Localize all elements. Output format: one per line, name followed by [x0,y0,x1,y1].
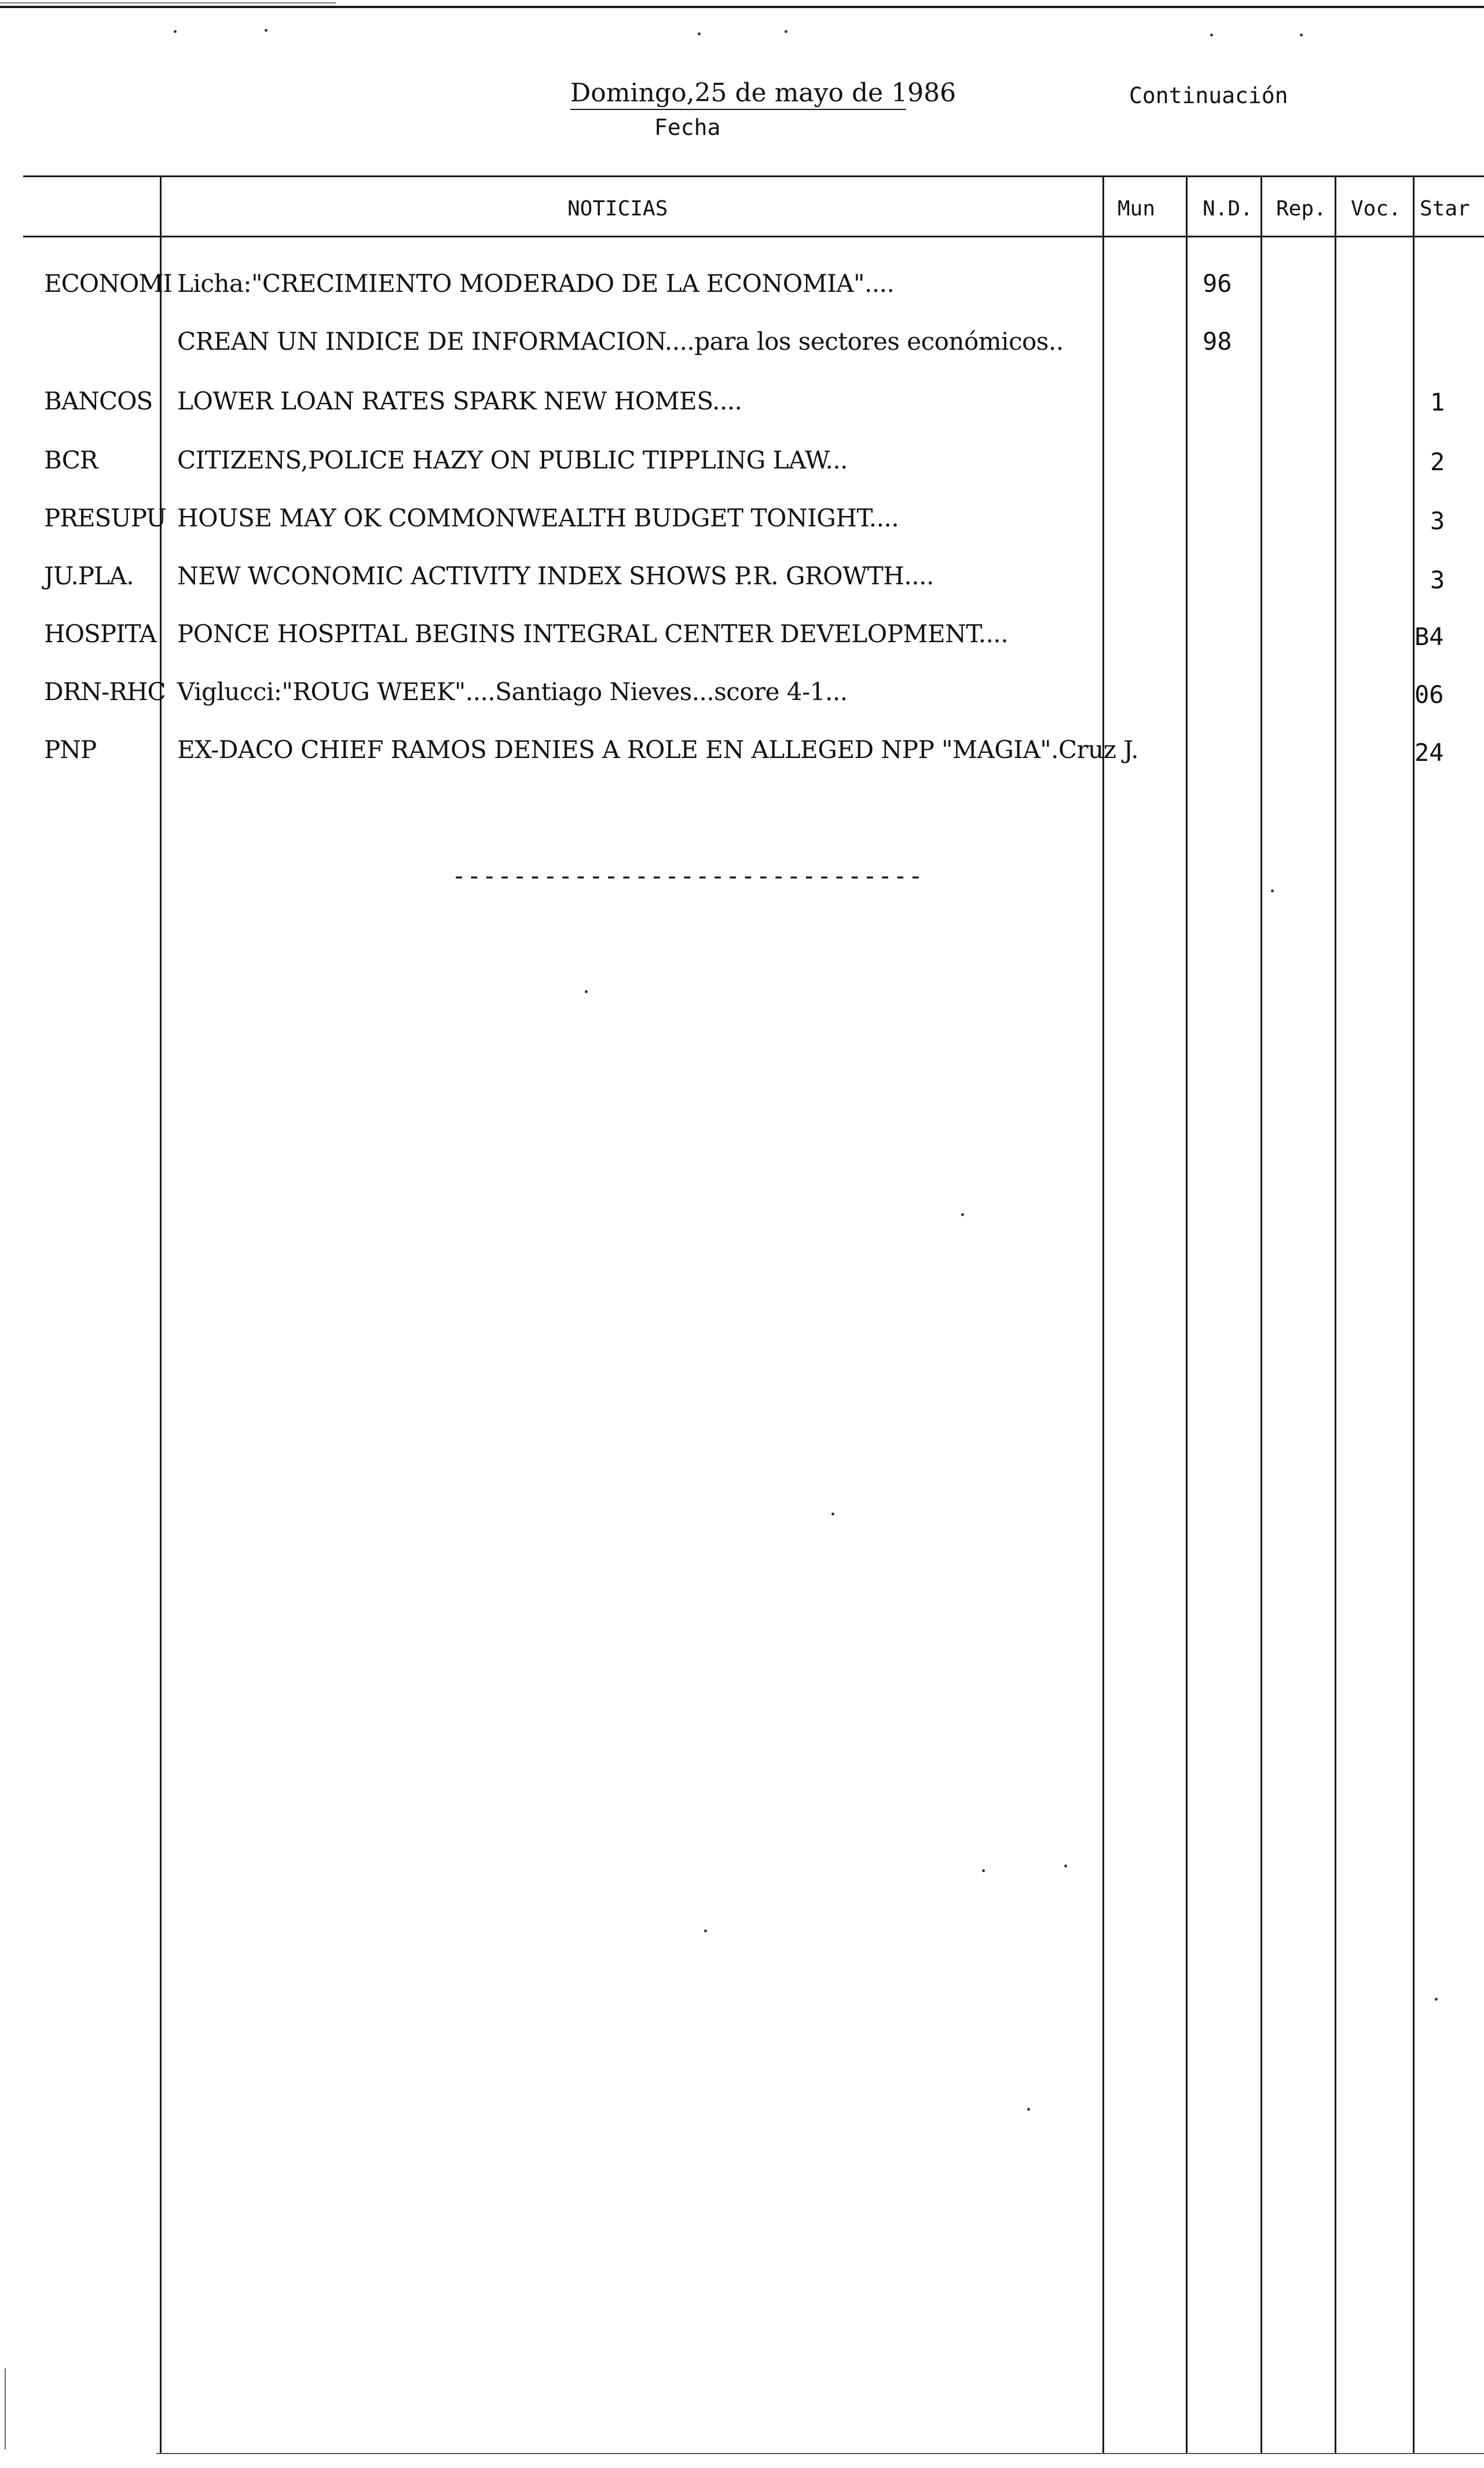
story-headline: EX-DACO CHIEF RAMOS DENIES A ROLE EN ALLEGED NPP "MAGIA".Cruz J. [177,735,1139,764]
star-page: 3 [1430,566,1445,594]
story-headline: CREAN UN INDICE DE INFORMACION....para los sectores económicos.. [177,327,1064,356]
scan-mark [698,32,701,35]
column-divider-rep [1335,175,1336,2453]
scan-speck [704,1929,707,1932]
scan-speck [1027,2108,1030,2111]
column-header-noticias: NOTICIAS [567,197,668,221]
continuation-label: Continuación [1129,83,1288,108]
star-page: 1 [1430,388,1445,416]
story-headline: HOUSE MAY OK COMMONWEALTH BUDGET TONIGHT.... [177,504,899,532]
story-headline: PONCE HOSPITAL BEGINS INTEGRAL CENTER DEVELOPMENT.... [177,620,1009,648]
scan-edge-mark [5,2368,6,2449]
story-headline: Viglucci:"ROUG WEEK"....Santiago Nieves...score 4-1... [177,678,848,706]
nd-value: 98 [1203,327,1232,356]
column-divider-mun [1186,175,1188,2453]
scan-speck [585,990,588,993]
column-header-mun: Mun [1117,197,1156,221]
top-rule [0,6,1484,8]
scan-speck [982,1869,985,1872]
star-page: 2 [1430,448,1445,476]
star-page: 3 [1430,507,1445,535]
story-headline: Licha:"CRECIMIENTO MODERADO DE LA ECONOMIA".... [177,269,895,298]
scan-speck [831,1513,834,1515]
scan-speck [1271,889,1274,892]
scan-mark [1210,34,1213,36]
scan-speck [1064,1865,1067,1868]
story-headline: NEW WCONOMIC ACTIVITY INDEX SHOWS P.R. GROWTH.... [177,562,934,590]
star-page: 06 [1415,680,1444,709]
scan-speck [961,1213,964,1216]
section-code: BCR [44,446,98,474]
section-code: PNP [44,735,97,764]
column-header-nd: N.D. [1203,197,1253,221]
table-bottom-rule [156,2453,1484,2454]
column-divider-voc [1413,175,1415,2453]
top-rule-short [0,2,336,3]
story-headline: CITIZENS,POLICE HAZY ON PUBLIC TIPPLING LAW... [177,446,848,474]
section-code: JU.PLA. [44,562,134,590]
date-underline [570,109,906,110]
story-headline: LOWER LOAN RATES SPARK NEW HOMES.... [177,387,742,415]
star-page: B4 [1415,623,1444,651]
scan-mark [265,29,268,32]
end-of-list-marker: ------------------------------- [452,862,924,890]
column-header-voc: Voc. [1351,197,1401,221]
star-page: 24 [1415,738,1444,767]
scan-speck [1435,1998,1438,2001]
section-code: PRESUPU [44,504,166,532]
scan-mark [174,30,177,33]
table-top-rule [23,175,1484,177]
section-code: ECONOMI [44,269,173,298]
date-label: Domingo,25 de mayo de 1986 [570,78,957,108]
scan-mark [785,30,787,33]
table-header-rule [23,236,1484,237]
scan-mark [1300,34,1303,36]
section-code: BANCOS [44,387,153,415]
section-code: HOSPITA [44,620,156,648]
section-code: DRN-RHC [44,678,166,706]
date-caption: Fecha [654,115,721,140]
column-header-star: Star [1420,197,1470,221]
column-divider-noticias [1102,175,1104,2453]
column-divider-nd [1261,175,1262,2453]
column-header-rep: Rep. [1276,197,1327,221]
nd-value: 96 [1203,269,1232,298]
